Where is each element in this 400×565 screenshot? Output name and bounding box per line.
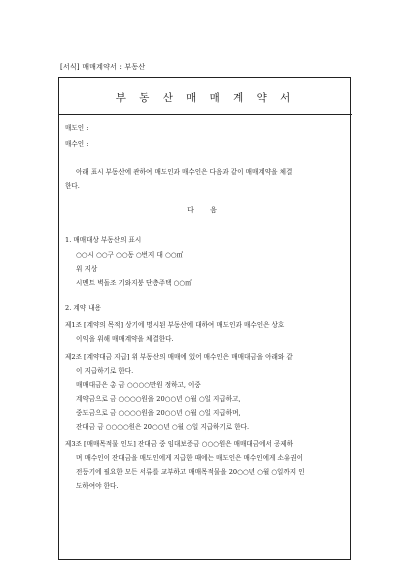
property-line: 위 지상: [76, 265, 98, 273]
article2-line: 이 지급하기로 한다.: [76, 367, 134, 375]
buyer-label: 매수인 :: [65, 140, 89, 148]
payment-line: 계약금으로 금 ○○○○원을 20○○년 ○월 ○일 지급하고,: [76, 395, 241, 403]
document-title: 부 동 산 매 매 계 약 서: [115, 92, 296, 104]
contract-document: [58, 77, 351, 560]
payment-line: 매매대금은 총 금 ○○○○만원 정하고, 이중: [76, 381, 201, 389]
section-heading: 다 음: [187, 206, 224, 214]
intro-line: 아래 표시 부동산에 관하여 매도인과 매수인은 다음과 같이 매매계약을 체결: [76, 168, 293, 176]
title-divider: [59, 114, 352, 115]
section1-title: 1. 매매대상 부동산의 표시: [65, 236, 142, 244]
property-line: ○○시 ○○구 ○○동 ○번지 대 ○○㎡: [76, 251, 184, 259]
seller-label: 매도인 :: [65, 124, 89, 132]
form-caption: [서식] 매매계약서 : 부동산: [60, 63, 146, 71]
article3-line: 전등기에 필요한 모든 서류를 교부하고 매매목적물을 20○○년 ○월 ○일까지 인: [76, 468, 305, 476]
article3-line: 며 매수인이 잔대금을 매도인에게 지급한 때에는 매도인은 매수인에게 소유권이: [76, 454, 303, 462]
article3-line: 제3조 [매매목적물 인도] 잔대금 중 임대보증금 ○○○원은 매매대금에서 공제하: [65, 440, 294, 448]
article1-line: 이익을 위해 매매계약을 체결한다.: [76, 335, 174, 343]
article1-line: 제1조 [계약의 목적] 상기에 명시된 부동산에 대하여 매도인과 매수인은 상호: [65, 321, 285, 329]
payment-line: 중도금으로 금 ○○○○원을 20○○년 ○월 ○일 지급하며,: [76, 409, 241, 417]
article2-line: 제2조 [계약대금 지급] 위 부동산의 매매에 있어 매수인은 매매대금을 아래와 같: [65, 353, 293, 361]
intro-line: 한다.: [65, 182, 80, 190]
property-line: 시멘트 벽돌조 기와지붕 단층주택 ○○㎡: [76, 279, 192, 287]
section2-title: 2. 계약 내용: [65, 304, 101, 312]
payment-line: 잔대금 금 ○○○○원은 20○○년 ○월 ○일 지급하기로 한다.: [76, 423, 250, 431]
article3-line: 도하여야 한다.: [76, 482, 119, 490]
